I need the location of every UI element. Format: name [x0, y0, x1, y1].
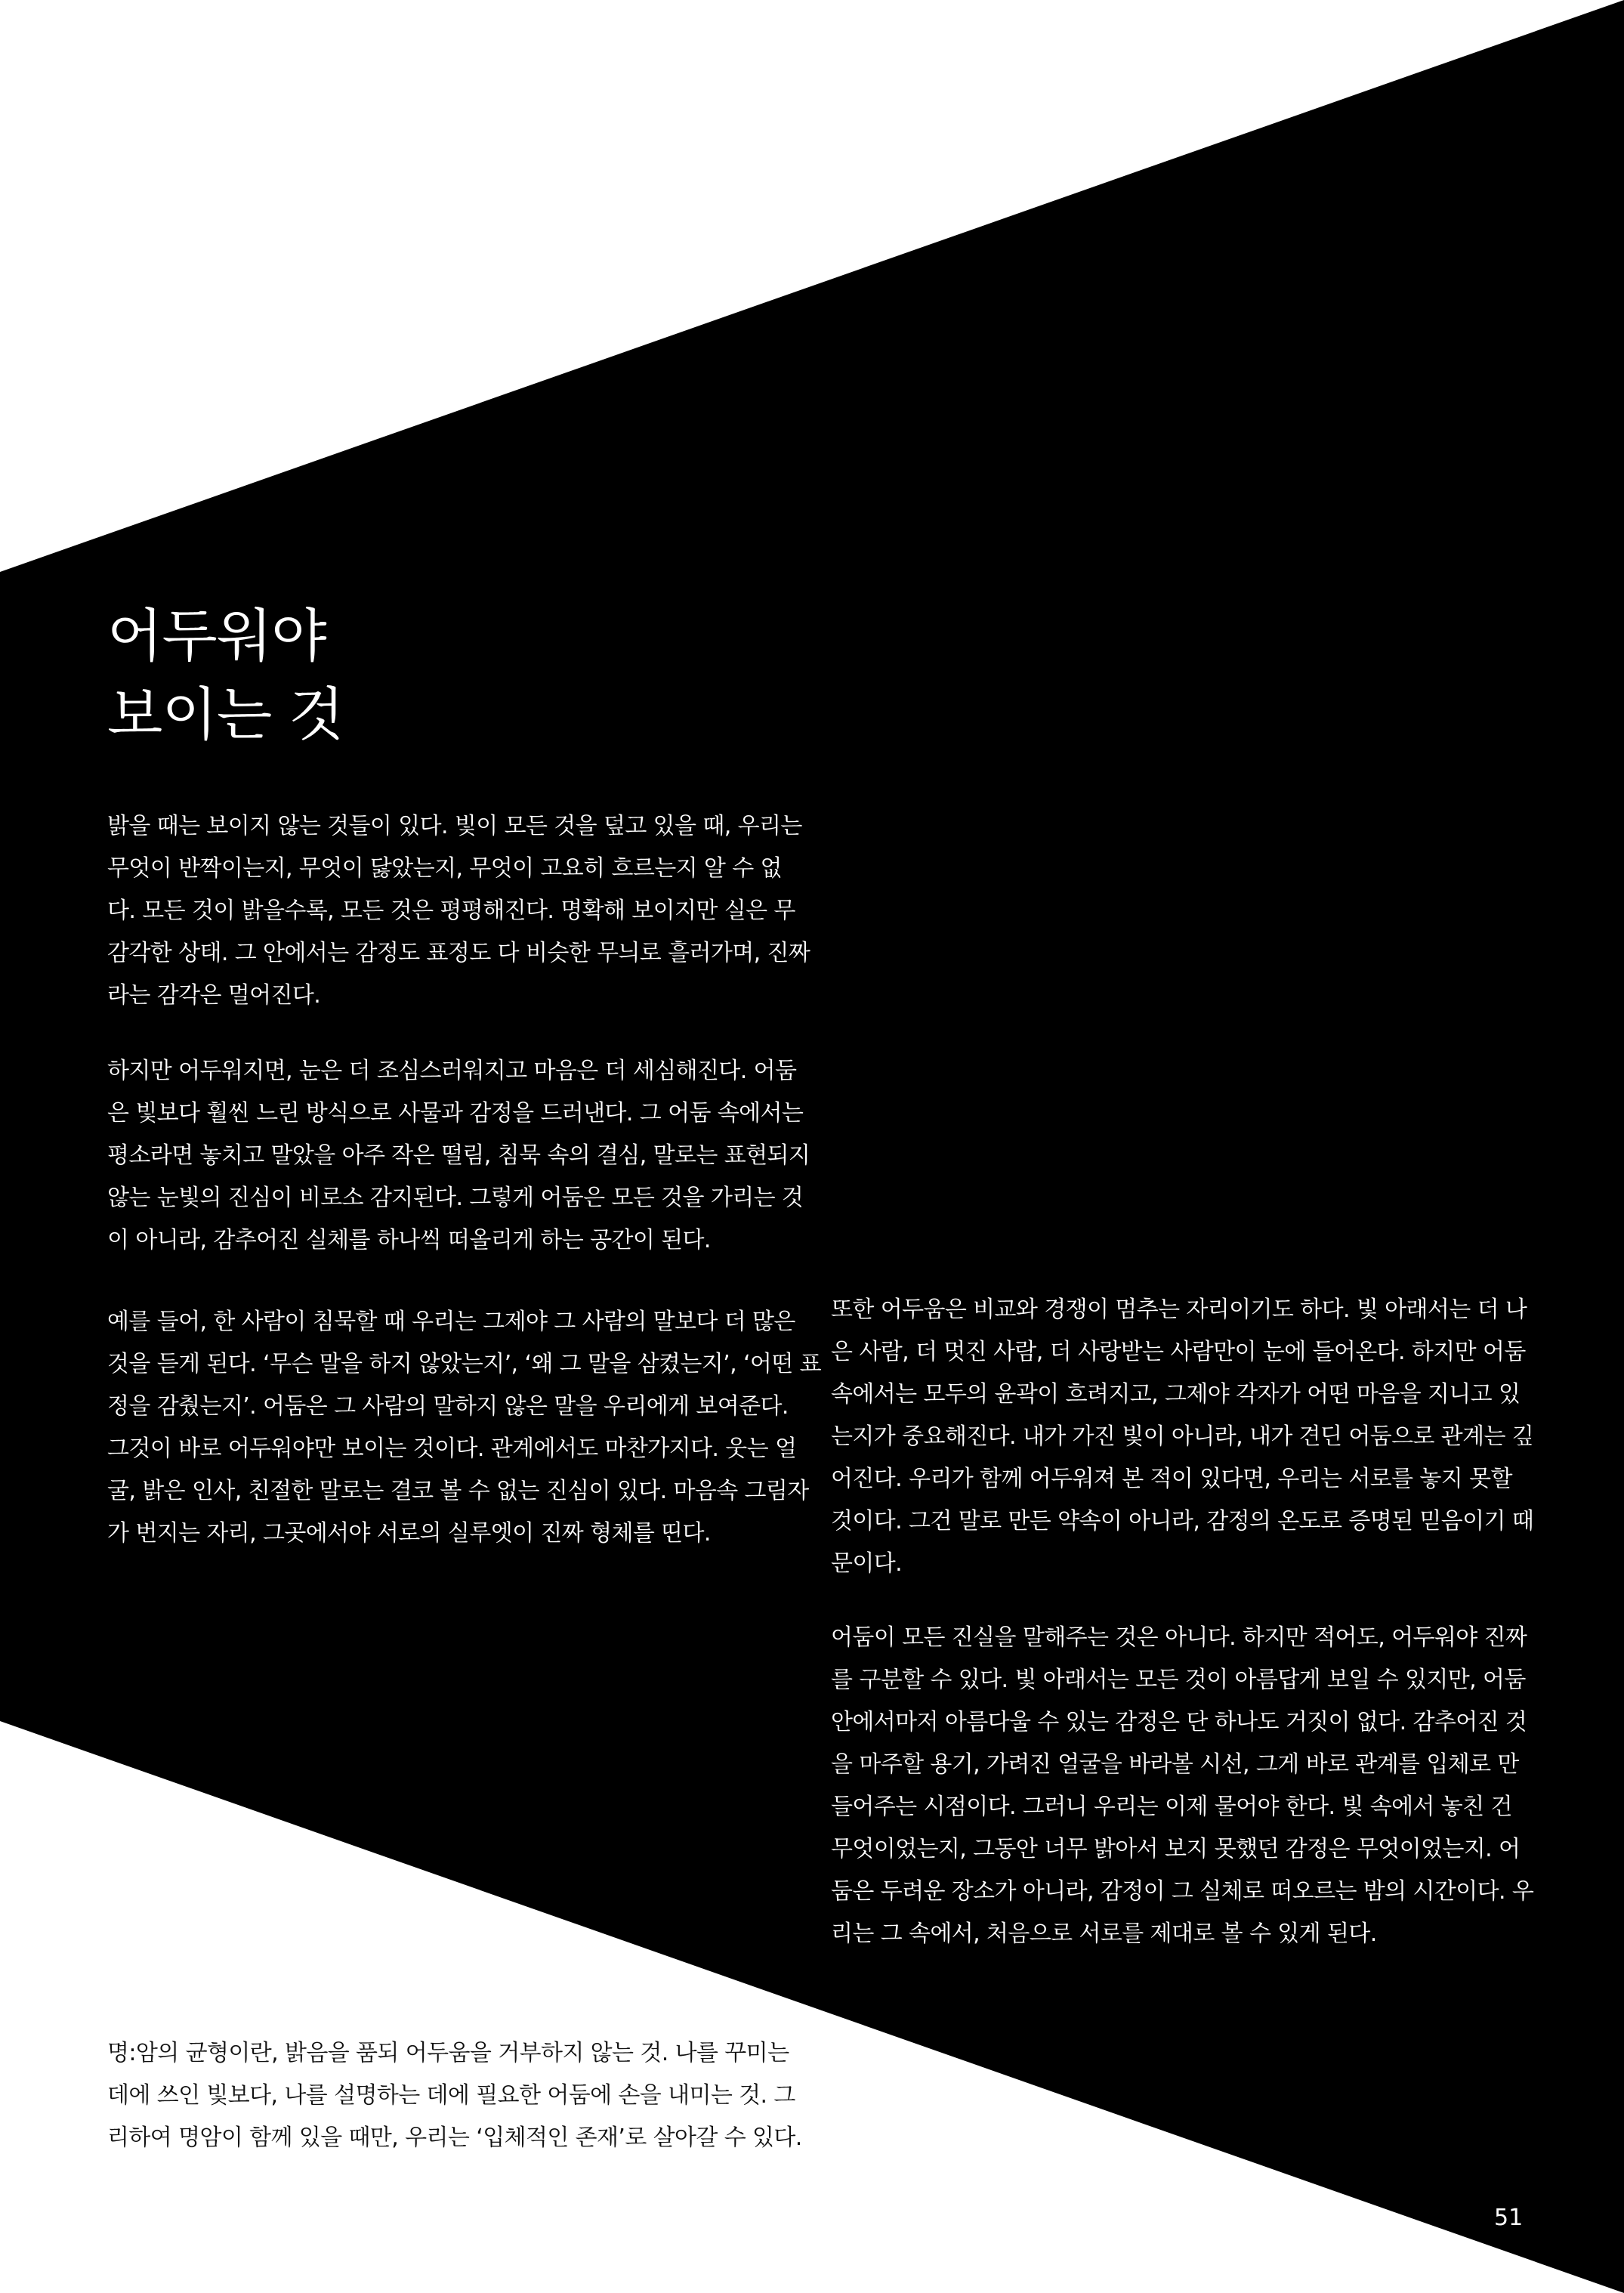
paragraph-line: 속에서는 모두의 윤곽이 흐려지고, 그제야 각자가 어떤 마음을 지니고 있: [831, 1381, 1521, 1408]
paragraph-line: 않는 눈빛의 진심이 비로소 감지된다. 그렇게 어둠은 모든 것을 가리는 것: [107, 1185, 804, 1211]
paragraph-line: 굴, 밝은 인사, 친절한 말로는 결코 볼 수 없는 진심이 있다. 마음속 그림자: [107, 1478, 809, 1504]
paragraph-line: 라는 감각은 멀어진다.: [107, 982, 321, 1009]
paragraph-line: 예를 들어, 한 사람이 침묵할 때 우리는 그제야 그 사람의 말보다 더 많은: [107, 1309, 795, 1335]
paragraph-line: 문이다.: [831, 1550, 903, 1577]
paragraph-line: 그것이 바로 어두워야만 보이는 것이다. 관계에서도 마찬가지다. 웃는 얼: [107, 1435, 797, 1462]
paragraph-line: 은 사람, 더 멋진 사람, 더 사랑받는 사람만이 눈에 들어온다. 하지만 어둠: [831, 1339, 1526, 1365]
paragraph-line: 는지가 중요해진다. 내가 가진 빛이 아니라, 내가 견딘 어둠으로 관계는 깊: [831, 1423, 1534, 1450]
body-paragraph-1: [107, 805, 810, 1017]
paragraph-line: 리는 그 속에서, 처음으로 서로를 제대로 볼 수 있게 된다.: [831, 1921, 1377, 1947]
paragraph-line: 어둠이 모든 진실을 말해주는 것은 아니다. 하지만 적어도, 어두워야 진짜: [831, 1624, 1527, 1651]
paragraph-line: 다. 모든 것이 밝을수록, 모든 것은 평평해진다. 명확해 보이지만 실은 무: [107, 898, 795, 924]
body-paragraph-4: [831, 1289, 1534, 1585]
caption-line: 데에 쓰인 빛보다, 나를 설명하는 데에 필요한 어둠에 손을 내미는 것. 그: [107, 2082, 795, 2109]
paragraph-line: 또한 어두움은 비교와 경쟁이 멈추는 자리이기도 하다. 빛 아래서는 더 나: [831, 1296, 1527, 1323]
paragraph-line: 어진다. 우리가 함께 어두워져 본 적이 있다면, 우리는 서로를 놓지 못할: [831, 1466, 1512, 1492]
page-number: 51: [1494, 2205, 1524, 2231]
paragraph-line: 들어주는 시점이다. 그러니 우리는 이제 물어야 한다. 빛 속에서 놓친 건: [831, 1794, 1512, 1820]
paragraph-line: 무엇이었는지, 그동안 너무 밝아서 보지 못했던 감정은 무엇이었는지. 어: [831, 1836, 1521, 1862]
title-line-1: 어두워야: [107, 602, 326, 669]
caption-line: 리하여 명암이 함께 있을 때만, 우리는 ‘입체적인 존재’로 살아갈 수 있다.: [107, 2125, 802, 2151]
paragraph-line: 하지만 어두워지면, 눈은 더 조심스러워지고 마음은 더 세심해진다. 어둠: [107, 1058, 797, 1084]
body-paragraph-2: [107, 1050, 810, 1262]
closing-caption: [107, 2032, 810, 2159]
paragraph-line: 이 아니라, 감추어진 실체를 하나씩 떠올리게 하는 공간이 된다.: [107, 1227, 711, 1253]
paragraph-line: 을 마주할 용기, 가려진 얼굴을 바라볼 시선, 그게 바로 관계를 입체로 만: [831, 1751, 1519, 1778]
paragraph-line: 가 번지는 자리, 그곳에서야 서로의 실루엣이 진짜 형체를 띤다.: [107, 1520, 711, 1547]
caption-line: 명:암의 균형이란, 밝음을 품되 어두움을 거부하지 않는 것. 나를 꾸미는: [107, 2040, 789, 2066]
paragraph-line: 정을 감췄는지’. 어둠은 그 사람의 말하지 않은 말을 우리에게 보여준다.: [107, 1393, 789, 1420]
paragraph-line: 둠은 두려운 장소가 아니라, 감정이 그 실체로 떠오르는 밤의 시간이다. 우: [831, 1878, 1534, 1905]
paragraph-line: 감각한 상태. 그 안에서는 감정도 표정도 다 비슷한 무늬로 흘러가며, 진짜: [107, 940, 810, 966]
body-paragraph-5: [831, 1617, 1534, 1955]
paragraph-line: 것을 듣게 된다. ‘무슨 말을 하지 않았는지’, ‘왜 그 말을 삼켰는지’, ‘어떤 표: [107, 1351, 821, 1377]
paragraph-line: 무엇이 반짝이는지, 무엇이 닳았는지, 무엇이 고요히 흐르는지 알 수 없: [107, 855, 782, 882]
body-paragraph-3: [107, 1301, 821, 1555]
paragraph-line: 은 빛보다 훨씬 느린 방식으로 사물과 감정을 드러낸다. 그 어둠 속에서는: [107, 1100, 804, 1126]
paragraph-line: 밝을 때는 보이지 않는 것들이 있다. 빛이 모든 것을 덮고 있을 때, 우리는: [107, 813, 802, 839]
paragraph-line: 안에서마저 아름다울 수 있는 감정은 단 하나도 거짓이 없다. 감추어진 것: [831, 1709, 1527, 1735]
title-line-2: 보이는 것: [107, 681, 344, 748]
article-title: [107, 597, 344, 754]
paragraph-line: 것이다. 그건 말로 만든 약속이 아니라, 감정의 온도로 증명된 믿음이기 때: [831, 1508, 1534, 1534]
paragraph-line: 평소라면 놓치고 말았을 아주 작은 떨림, 침묵 속의 결심, 말로는 표현되지: [107, 1142, 810, 1169]
paragraph-line: 를 구분할 수 있다. 빛 아래서는 모든 것이 아름답게 보일 수 있지만, 어둠: [831, 1667, 1526, 1693]
